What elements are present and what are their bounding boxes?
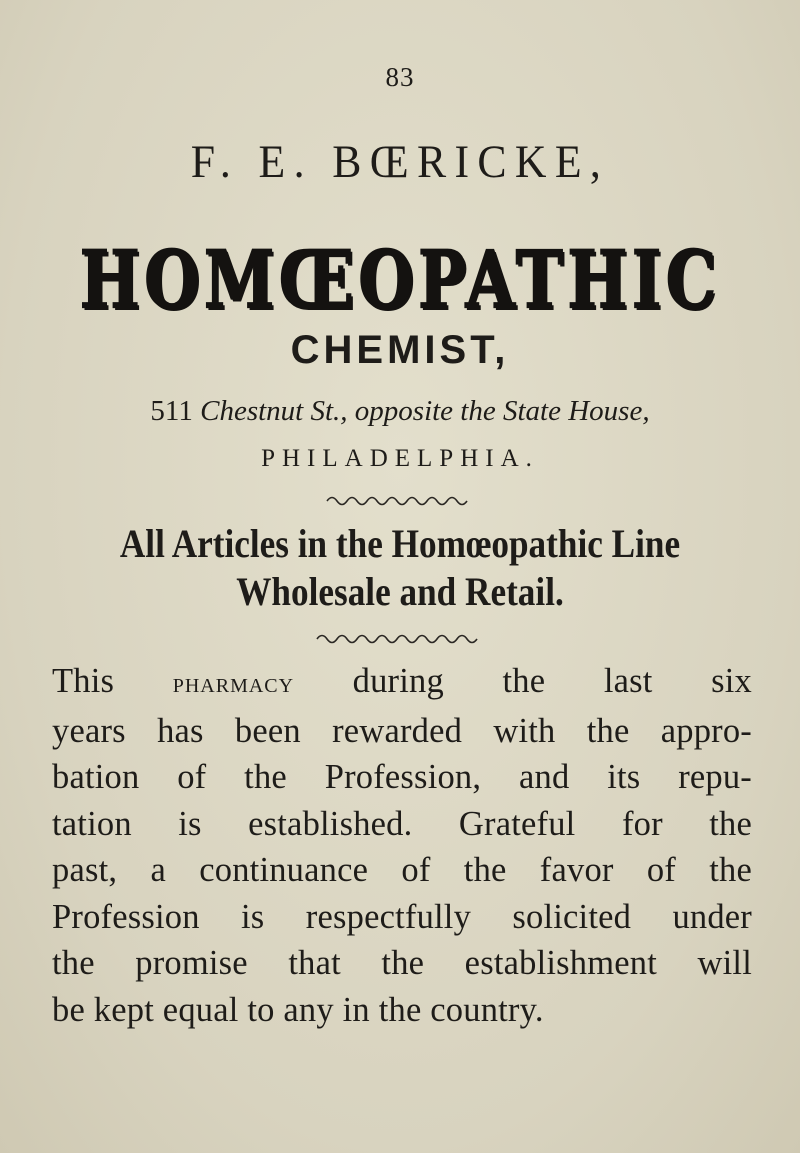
city: PHILADELPHIA. <box>261 445 539 472</box>
ornate-title: HOMŒOPATHIC <box>79 233 721 327</box>
body-paragraph <box>52 658 752 1033</box>
body-line-5: past, a continuance of the favor of the <box>52 851 752 889</box>
smallcaps-word: pharmacy <box>172 668 295 699</box>
body-line-6: Profession is respectfully solicited under <box>52 897 752 936</box>
wavy-divider-bottom <box>315 630 485 644</box>
slogan-line-2: Wholesale and Retail. <box>236 569 564 614</box>
trade-title: CHEMIST, <box>290 328 510 372</box>
address-line <box>0 395 800 428</box>
body-line-2: years has been rewarded with the appro- <box>52 711 752 750</box>
page-number: 83 <box>385 62 415 92</box>
slogan <box>48 520 752 616</box>
ornate-title-block <box>0 230 800 330</box>
body-line-1: This pharmacy during the last six <box>52 662 752 700</box>
wavy-divider-top <box>325 492 475 506</box>
body-line-7: the promise that the establishment will <box>52 944 752 982</box>
proprietor-name: F. E. BŒRICKE, <box>190 136 610 188</box>
body-line-8: be kept equal to any in the country. <box>52 990 544 1029</box>
body-line-3: bation of the Profession, and its repu- <box>52 758 752 796</box>
body-line-4: tation is established. Grateful for the <box>52 804 752 843</box>
slogan-line-1: All Articles in the Homœopathic Line <box>119 521 681 566</box>
address-street: Chestnut St., opposite the State House, <box>200 395 650 427</box>
address-number: 511 <box>150 395 193 427</box>
